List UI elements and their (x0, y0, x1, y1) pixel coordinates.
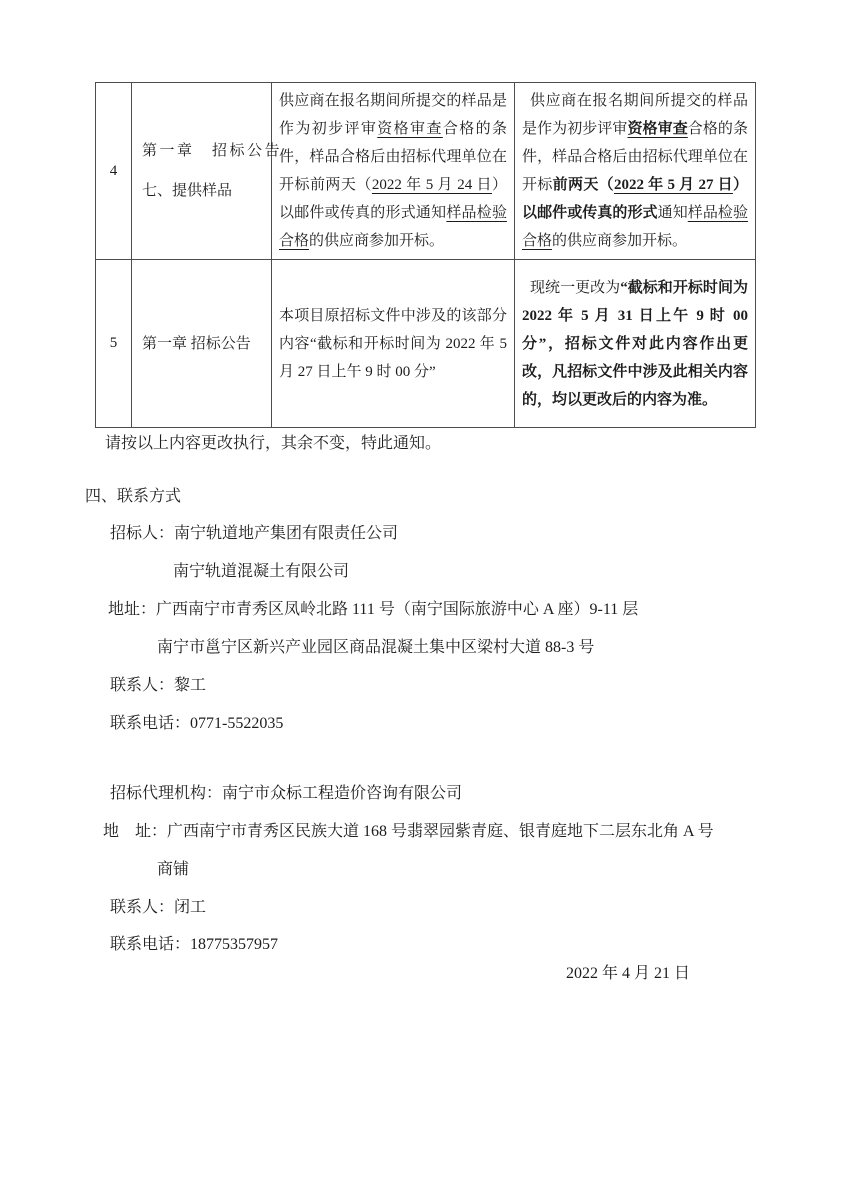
original-content-text: 供应商在报名期间所提交的样品是作为初步评审资格审查合格的条件，样品合格后由招标代理单位在开标前两天（2022 年 5 月 24 日）以邮件或传真的形式通知样品检验合格的供应商参加开标。 (279, 93, 507, 249)
document-date: 2022 年 4 月 21 日 (565, 965, 690, 982)
contact-section-heading: 四、联系方式 (85, 488, 182, 505)
revised-content (515, 83, 756, 260)
change-table (95, 82, 756, 428)
original-content-text: 本项目原招标文件中涉及的该部分内容“截标和开标时间为 2022 年 5 月 27 日上午 9 时 00 分” (279, 307, 507, 380)
tenderer-line: 招标人：南宁轨道地产集团有限责任公司 (110, 525, 399, 542)
original-content (272, 83, 515, 260)
original-content (272, 260, 515, 428)
tenderer-contact-person: 联系人：黎工 (110, 677, 207, 694)
notice-line: 请按以上内容更改执行，其余不变，特此通知。 (105, 435, 442, 452)
section-reference: 第一章 招标公告 七、提供样品 (132, 83, 272, 260)
tenderer-contact-phone: 联系电话：0771-5522035 (110, 715, 284, 732)
tenderer-address-line-1: 地址：广西南宁市青秀区凤岭北路 111 号（南宁国际旅游中心 A 座）9-11 层 (108, 601, 639, 618)
tenderer-line-2: 南宁轨道混凝土有限公司 (173, 563, 350, 580)
agency-line: 招标代理机构：南宁市众标工程造价咨询有限公司 (110, 785, 463, 802)
tenderer-address-line-2: 南宁市邕宁区新兴产业园区商品混凝土集中区梁村大道 88-3 号 (157, 639, 595, 656)
table-row (96, 260, 756, 428)
table-row (96, 83, 756, 260)
revised-content-text: 供应商在报名期间所提交的样品是作为初步评审资格审查合格的条件，样品合格后由招标代理单位在开标前两天（2022 年 5 月 27 日）以邮件或传真的形式通知样品检验合格的供应商参加开标。 (522, 93, 748, 249)
agency-address-line-1: 地 址：广西南宁市青秀区民族大道 168 号翡翠园紫青庭、银青庭地下二层东北角 A 号 (103, 823, 714, 840)
agency-address-line-2: 商铺 (157, 861, 190, 878)
section-reference: 第一章 招标公告 (132, 260, 272, 428)
revised-content-text: 现统一更改为“截标和开标时间为 2022 年 5 月 31 日上午 9 时 00 分”，招标文件对此内容作出更改，凡招标文件中涉及此相关内容的，均以更改后的内容为准。 (522, 279, 748, 408)
agency-contact-phone: 联系电话：18775357957 (110, 936, 279, 953)
revised-content (515, 260, 756, 428)
agency-contact-person: 联系人：闭工 (110, 899, 207, 916)
row-number: 4 (96, 83, 132, 260)
row-number: 5 (96, 260, 132, 428)
